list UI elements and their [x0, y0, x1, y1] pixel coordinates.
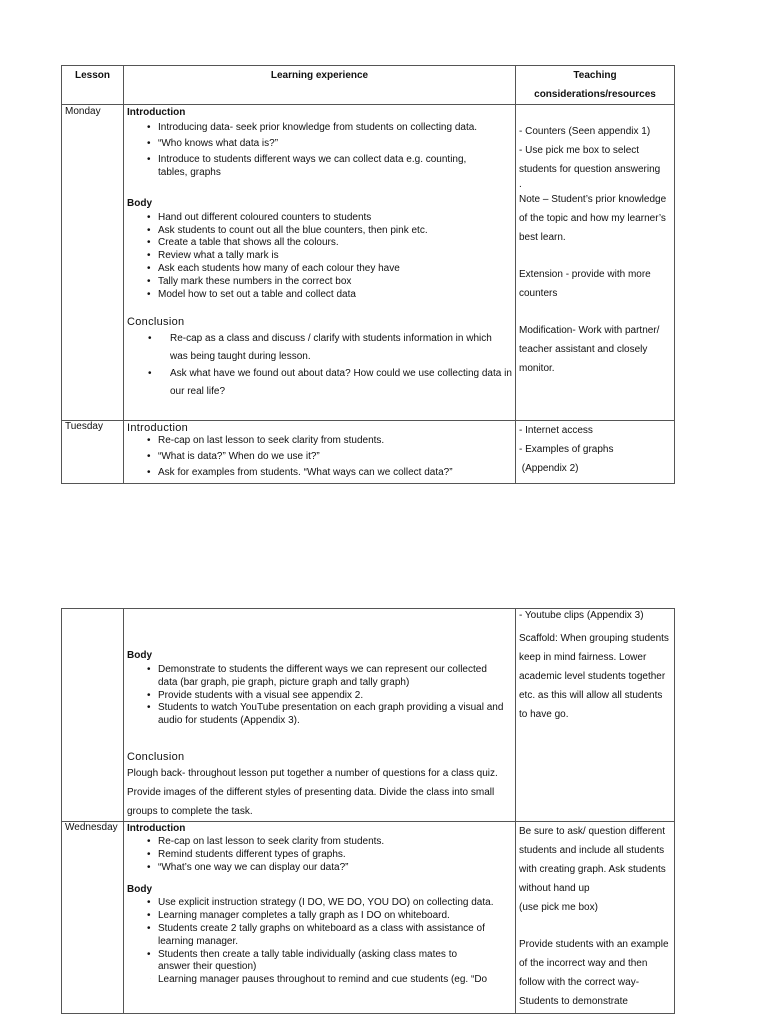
tuesday-conclusion-text: Plough back- throughout lesson put together a number of questions for a class quiz. Provide images of the different styles of presenting data. Divide the class into small groups to complete the task. — [127, 767, 498, 817]
list-item: • Provide students with a visual see appendix 2. — [150, 690, 512, 703]
list-item: • “Who knows what data is?” — [150, 138, 512, 151]
monday-resource-6: Modification- Work with partner/ teacher assistant and closely monitor. — [519, 325, 660, 374]
tuesday-resources — [516, 421, 675, 484]
day-tuesday: Tuesday — [62, 421, 124, 484]
header-learning-experience: Learning experience — [124, 66, 516, 105]
list-item: • Remind students different types of graphs. — [150, 849, 512, 862]
list-item: • Ask students to count out all the blue counters, then pink etc. — [150, 225, 512, 238]
tuesday-cont-resource-2: Scaffold: When grouping students keep in mind fairness. Lower academic level students together etc. as this will allow all students to have go. — [519, 633, 669, 720]
monday-intro-title: Introduction — [127, 107, 186, 118]
day-monday: Monday — [62, 105, 124, 421]
list-item: • Introducing data- seek prior knowledge from students on collecting data. — [150, 122, 512, 135]
list-item: • Students create 2 tally graphs on whiteboard as a class with assistance of learning manager. — [150, 923, 512, 949]
day-wednesday: Wednesday — [62, 821, 124, 1013]
list-item: • Tally mark these numbers in the correct box — [150, 276, 512, 289]
list-item: • “What is data?” When do we use it?” — [150, 451, 512, 464]
list-item: • Re-cap as a class and discuss / clarify with students information in which was being taught during lesson. — [150, 330, 512, 365]
list-item: • Ask what have we found out about data? How could we use collecting data in our real life? — [150, 365, 512, 400]
tuesday-resource-2: - Examples of graphs — [519, 444, 614, 455]
list-item: • Create a table that shows all the colours. — [150, 237, 512, 250]
list-item: • Learning manager completes a tally graph as I DO on whiteboard. — [150, 910, 512, 923]
row-tuesday — [62, 421, 675, 484]
monday-experience — [124, 105, 516, 421]
monday-resource-5: Extension - provide with more counters — [519, 269, 651, 299]
header-lesson: Lesson — [62, 66, 124, 105]
list-item: • Learning manager pauses throughout to remind and cue students (eg. “Do — [150, 974, 512, 987]
list-item: • Review what a tally mark is — [150, 250, 512, 263]
tuesday-cont-resource-1: - Youtube clips (Appendix 3) — [519, 610, 644, 621]
tuesday-cont-resources — [516, 609, 675, 822]
wednesday-resource-2: (use pick me box) — [519, 901, 598, 913]
tuesday-experience — [124, 421, 516, 484]
list-item: • Hand out different coloured counters to students — [150, 212, 512, 225]
row-monday — [62, 105, 675, 421]
list-item: • Use explicit instruction strategy (I DO, WE DO, YOU DO) on collecting data. — [150, 897, 512, 910]
monday-resource-2: - Use pick me box to select students for question answering — [519, 145, 661, 175]
tuesday-resource-3: (Appendix 2) — [519, 463, 579, 474]
list-item: • Students to watch YouTube presentation on each graph providing a visual and audio for students (Appendix 3). — [150, 702, 512, 728]
monday-body-list — [127, 212, 512, 302]
tuesday-resource-1: - Internet access — [519, 425, 593, 436]
wednesday-resources — [516, 821, 675, 1013]
wednesday-body-list — [127, 897, 512, 987]
wednesday-intro-list — [127, 836, 512, 874]
tuesday-body-list — [127, 664, 512, 728]
monday-conclusion-title: Conclusion — [127, 316, 185, 329]
list-item: • Re-cap on last lesson to seek clarity from students. — [150, 836, 512, 849]
list-item: • Introduce to students different ways we can collect data e.g. counting, tables, graphs — [150, 154, 512, 180]
monday-intro-list — [127, 122, 512, 180]
header-row — [62, 66, 675, 105]
day-empty — [62, 609, 124, 822]
monday-body-title: Body — [127, 197, 152, 209]
list-item: • Students then create a tally table individually (asking class mates to answer their question) — [150, 949, 512, 975]
list-item: • Model how to set out a table and collect data — [150, 289, 512, 302]
monday-resource-4: Note – Student’s prior knowledge of the topic and how my learner’s best learn. — [519, 194, 667, 243]
monday-resource-3: . — [519, 179, 522, 190]
wednesday-body-title: Body — [127, 884, 152, 896]
list-item: • Ask for examples from students. “What ways can we collect data?” — [150, 467, 512, 480]
tuesday-intro-list — [127, 435, 512, 480]
monday-conclusion-list — [127, 330, 512, 400]
wednesday-intro-title: Introduction — [127, 822, 186, 834]
monday-resources — [516, 105, 675, 421]
wednesday-resource-3: Provide students with an example of the incorrect way and then follow with the correct way- Students to demonstrate — [519, 938, 669, 1007]
list-item: • Re-cap on last lesson to seek clarity from students. — [150, 435, 512, 448]
lesson-plan-table-2 — [61, 608, 675, 1014]
list-item: • Demonstrate to students the different ways we can represent our collected data (bar graph, pie graph, picture graph and tally graph) — [150, 664, 512, 690]
tuesday-conclusion-title: Conclusion — [127, 750, 185, 763]
row-wednesday — [62, 821, 675, 1013]
tuesday-intro-title: Introduction — [127, 422, 189, 434]
row-tuesday-continued — [62, 609, 675, 822]
tuesday-body-title: Body — [127, 650, 152, 661]
monday-resource-1: - Counters (Seen appendix 1) — [519, 126, 651, 137]
list-item: • “What’s one way we can display our data?” — [150, 862, 512, 875]
wednesday-experience — [124, 821, 516, 1013]
lesson-plan-table-1 — [61, 65, 675, 484]
wednesday-resource-1: Be sure to ask/ question different students and include all students with creating graph. Ask students without hand up — [519, 825, 666, 894]
header-teaching-considerations: Teaching considerations/resources — [516, 66, 675, 105]
list-item: • Ask each students how many of each colour they have — [150, 263, 512, 276]
tuesday-cont-experience — [124, 609, 516, 822]
